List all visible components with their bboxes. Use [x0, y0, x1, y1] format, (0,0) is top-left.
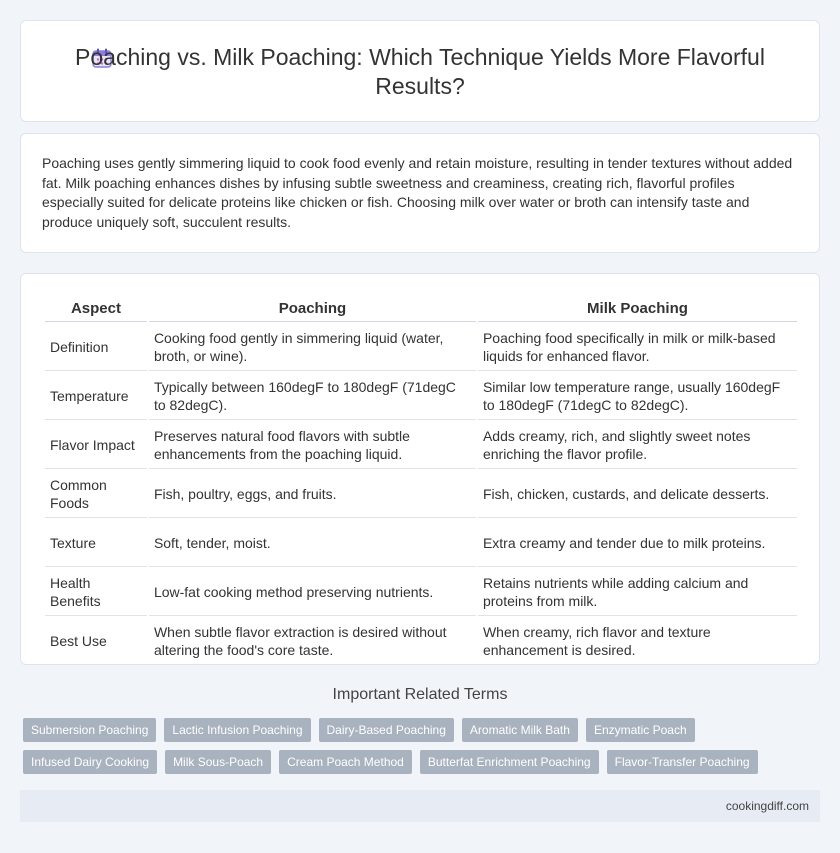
row-milk-poaching: Poaching food specifically in milk or milk-based liquids for enhanced flavor.: [478, 324, 797, 371]
table-row: [45, 618, 797, 665]
related-term-tag[interactable]: Cream Poach Method: [279, 750, 412, 774]
related-terms-heading: Important Related Terms: [332, 686, 508, 703]
intro-paragraph: Poaching uses gently simmering liquid to cook food evenly and retain moisture, resulting in tender textures without added fat. Milk poaching enhances dishes by infusing subtle sweetness and creaminess, creating rich, flavorful profiles especially suited for delicate proteins like chicken or fish. Choosing milk over water or broth can intensify taste and produce uniquely soft, succulent results.: [42, 155, 793, 230]
row-milk-poaching: Extra creamy and tender due to milk proteins.: [478, 520, 797, 567]
row-aspect: Texture: [45, 520, 147, 567]
comparison-card: [20, 273, 820, 665]
header-milk-poaching: Milk Poaching: [478, 296, 797, 322]
related-term-tag[interactable]: Infused Dairy Cooking: [23, 750, 157, 774]
intro-card: [20, 133, 820, 253]
table-row: [45, 422, 797, 469]
table-row: [45, 569, 797, 616]
row-aspect: Common Foods: [45, 471, 147, 518]
header-card: [20, 20, 820, 122]
related-term-tag[interactable]: Milk Sous-Poach: [165, 750, 271, 774]
row-aspect: Definition: [45, 324, 147, 371]
row-aspect: Flavor Impact: [45, 422, 147, 469]
row-poaching: Low-fat cooking method preserving nutrients.: [149, 569, 476, 616]
row-milk-poaching: When creamy, rich flavor and texture enhancement is desired.: [478, 618, 797, 665]
site-link[interactable]: cookingdiff.com: [725, 799, 809, 813]
row-poaching: Fish, poultry, eggs, and fruits.: [149, 471, 476, 518]
table-row: [45, 471, 797, 518]
row-poaching: Soft, tender, moist.: [149, 520, 476, 567]
row-poaching: When subtle flavor extraction is desired without altering the food's core taste.: [149, 618, 476, 665]
row-milk-poaching: Adds creamy, rich, and slightly sweet notes enriching the flavor profile.: [478, 422, 797, 469]
related-term-tag[interactable]: Submersion Poaching: [23, 718, 156, 742]
row-poaching: Typically between 160degF to 180degF (71degC to 82degC).: [149, 373, 476, 420]
related-term-tag[interactable]: Lactic Infusion Poaching: [164, 718, 310, 742]
row-poaching: Preserves natural food flavors with subtle enhancements from the poaching liquid.: [149, 422, 476, 469]
related-term-tag[interactable]: Enzymatic Poach: [586, 718, 695, 742]
header-poaching: Poaching: [149, 296, 476, 322]
table-row: [45, 520, 797, 567]
related-term-tag[interactable]: Dairy-Based Poaching: [319, 718, 454, 742]
related-term-tag[interactable]: Butterfat Enrichment Poaching: [420, 750, 599, 774]
row-aspect: Temperature: [45, 373, 147, 420]
table-row: [45, 373, 797, 420]
table-row: [45, 324, 797, 371]
page-title: Poaching vs. Milk Poaching: Which Technique Yields More Flavorful Results?: [75, 44, 765, 99]
row-aspect: Best Use: [45, 618, 147, 665]
row-milk-poaching: Similar low temperature range, usually 160degF to 180degF (71degC to 82degC).: [478, 373, 797, 420]
header-aspect: Aspect: [45, 296, 147, 322]
related-terms-list: [23, 718, 803, 774]
related-term-tag[interactable]: Aromatic Milk Bath: [462, 718, 578, 742]
row-milk-poaching: Fish, chicken, custards, and delicate desserts.: [478, 471, 797, 518]
row-poaching: Cooking food gently in simmering liquid (water, broth, or wine).: [149, 324, 476, 371]
row-milk-poaching: Retains nutrients while adding calcium and proteins from milk.: [478, 569, 797, 616]
table-header-row: [45, 296, 797, 322]
footer: [20, 790, 820, 822]
row-aspect: Health Benefits: [45, 569, 147, 616]
comparison-table: [43, 294, 799, 667]
related-term-tag[interactable]: Flavor-Transfer Poaching: [607, 750, 758, 774]
